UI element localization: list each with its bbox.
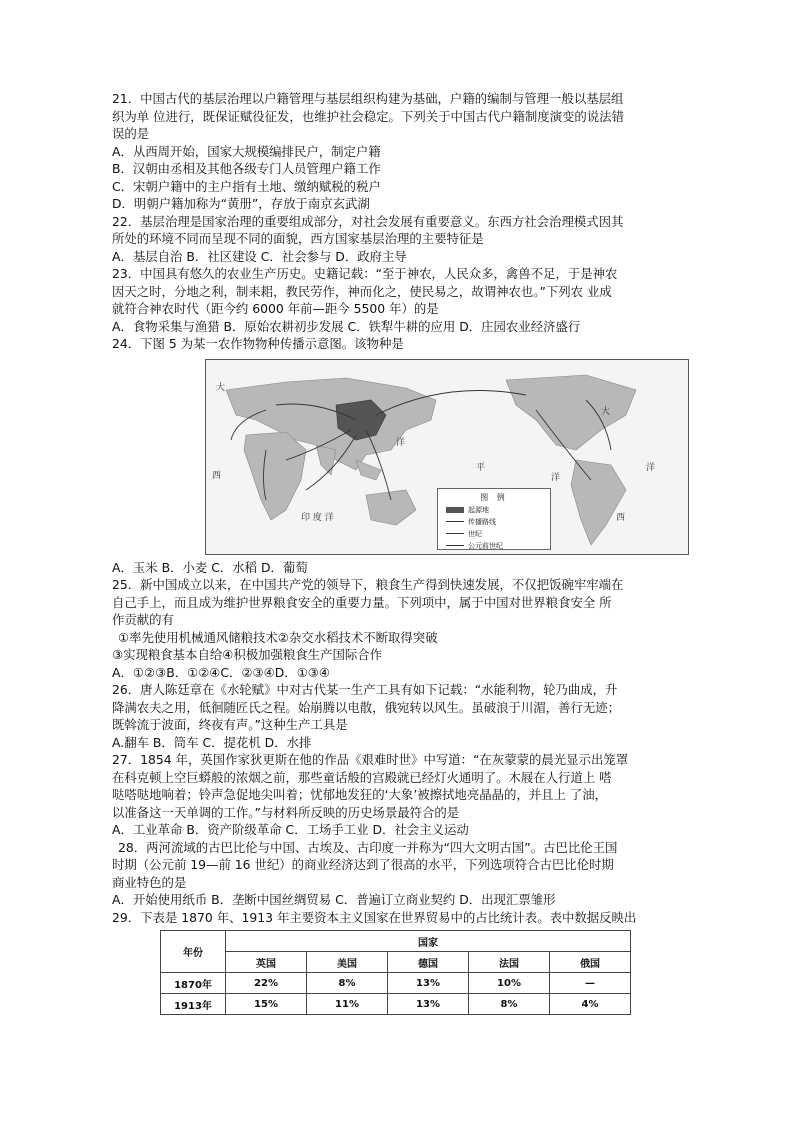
table-country-row bbox=[161, 952, 631, 973]
question-24 bbox=[112, 335, 686, 576]
table-row bbox=[161, 994, 631, 1015]
map-label: 洋 bbox=[396, 437, 406, 448]
legend-item bbox=[446, 517, 550, 527]
q22-options: A．基层自治 B．社区建设 C．社会参与 D．政府主导 bbox=[112, 248, 407, 264]
q25-stem-line: 自己手上，而且成为维护世界粮食安全的重要力量。下列项中，属于中国对世界粮食安全 所 bbox=[112, 594, 612, 610]
q21-stem-line: 21．中国古代的基层治理以户籍管理与基层组织构建为基础，户籍的编制与管理一般以基层组 bbox=[112, 91, 624, 106]
q25-stem-line: 25．新中国成立以来，在中国共产党的领导下，粮食生产得到快速发展，不仅把饭碗牢牢端在 bbox=[112, 577, 624, 592]
table-row bbox=[161, 973, 631, 994]
exam-page bbox=[112, 90, 686, 1015]
q25-stem-line: 作贡献的有 bbox=[112, 612, 174, 627]
q27-options: A．工业革命 B．资产阶级革命 C．工场手工业 D．社会主义运动 bbox=[112, 822, 469, 837]
q23-stem-line: 23．中国具有悠久的农业生产历史。史籍记载：“至于神农，人民众多，禽兽不足，于是神农 bbox=[112, 266, 618, 281]
value-cell: 13% bbox=[388, 973, 469, 994]
map-label: 洋 bbox=[646, 462, 656, 473]
question-28 bbox=[112, 839, 686, 909]
country-header: 法国 bbox=[469, 952, 550, 973]
map-legend bbox=[437, 488, 551, 550]
map-label: 西 bbox=[616, 512, 626, 523]
legend-title: 图 例 bbox=[480, 492, 508, 502]
value-cell: 8% bbox=[469, 994, 550, 1015]
question-27 bbox=[112, 751, 686, 839]
q21-stem-line: 织为单 位进行，既保证赋役征发，也维护社会稳定。下列关于中国古代户籍制度演变的说法错 bbox=[112, 108, 624, 124]
country-header: 俄国 bbox=[550, 952, 631, 973]
q28-stem-line: 时期（公元前 19—前 16 世纪）的商业经济达到了很高的水平，下列选项符合古巴比伦时期 bbox=[112, 857, 614, 872]
q23-stem-line: 就符合神农时代（距今约 6000 年前—距今 5500 年）的是 bbox=[112, 301, 439, 316]
q26-options: A.翻车 B．筒车 C．提花机 D．水排 bbox=[112, 734, 312, 750]
value-cell: 8% bbox=[307, 973, 388, 994]
question-22 bbox=[112, 213, 686, 266]
legend-line bbox=[446, 533, 464, 534]
q22-stem-line: 所处的环境不同而呈现不同的面貌，西方国家基层治理的主要特征是 bbox=[112, 231, 484, 246]
q25-options: A．①②③B．①②④C．②③④D．①③④ bbox=[112, 664, 331, 680]
country-header: 德国 bbox=[388, 952, 469, 973]
trade-share-table bbox=[160, 930, 631, 1015]
q26-stem-line: 降满农夫之用，低徊随匠氏之程。始崩腾以电散，俄宛转以风生。虽破浪于川湄，善行无迹； bbox=[112, 699, 621, 715]
legend-item bbox=[446, 505, 550, 515]
question-23 bbox=[112, 265, 686, 335]
country-header: 美国 bbox=[307, 952, 388, 973]
q21-option-a: A．从西周开始，国家大规模编排民户，制定户籍 bbox=[112, 143, 381, 159]
q21-option-c: C．宋朝户籍中的主户指有土地、缴纳赋税的税户 bbox=[112, 178, 381, 194]
q24-stem: 24．下图 5 为某一农作物物种传播示意图。该物种是 bbox=[112, 336, 404, 351]
map-label: 西 bbox=[212, 470, 222, 481]
legend-line bbox=[446, 521, 464, 522]
legend-text: 世纪 bbox=[468, 529, 482, 538]
q21-stem-line: 误的是 bbox=[112, 126, 150, 141]
value-cell: 10% bbox=[469, 973, 550, 994]
q29-stem: 29．下表是 1870 年、1913 年主要资本主义国家在世界贸易中的占比统计表。表中数据反映出 bbox=[112, 909, 637, 925]
q28-stem-line: 商业特色的是 bbox=[112, 874, 187, 890]
value-cell: 11% bbox=[307, 994, 388, 1015]
legend-text: 起源地 bbox=[468, 505, 489, 514]
year-cell: 1870年 bbox=[161, 973, 226, 994]
question-25 bbox=[112, 576, 686, 681]
legend-item bbox=[446, 529, 550, 539]
q23-stem-line: 因天之时，分地之利，制耒耜，教民劳作，神而化之，使民易之，故谓神农也。”下列农 业成 bbox=[112, 283, 612, 299]
q21-option-b: B．汉朝由丞相及其他各级专门人员管理户籍工作 bbox=[112, 161, 381, 176]
value-cell: 13% bbox=[388, 994, 469, 1015]
q27-stem-line: 以准备这一天单调的工作。”与材料所反映的历史场景最符合的是 bbox=[112, 804, 460, 820]
legend-swatch bbox=[446, 507, 464, 513]
value-cell: 22% bbox=[226, 973, 307, 994]
question-21 bbox=[112, 90, 686, 213]
q21-option-d: D．明朝户籍加称为“黄册”，存放于南京玄武湖 bbox=[112, 196, 370, 211]
legend-item bbox=[446, 541, 550, 551]
q27-stem-line: 哒嗒哒地响着；铃声急促地尖叫着；忧郁地发狂的‘大象’被擦拭地亮晶晶的，并且上 了油， bbox=[112, 787, 608, 802]
question-29 bbox=[112, 909, 686, 1016]
map-label: 大 bbox=[601, 406, 611, 417]
map-label: 印 度 洋 bbox=[301, 512, 334, 523]
q28-stem-line: 28．两河流域的古巴比伦与中国、古埃及、古印度一并称为“四大文明古国”。古巴比伦王国 bbox=[118, 839, 618, 855]
q26-stem-line: 26．唐人陈廷章在《水轮赋》中对古代某一生产工具有如下记载：“水能利物，轮乃曲成，升 bbox=[112, 682, 618, 697]
question-26 bbox=[112, 681, 686, 751]
country-header: 英国 bbox=[226, 952, 307, 973]
q23-options: A．食物采集与渔猎 B．原始农耕初步发展 C．铁犁牛耕的应用 D．庄园农业经济盛行 bbox=[112, 318, 581, 334]
value-cell: 15% bbox=[226, 994, 307, 1015]
table-header-row bbox=[161, 931, 631, 952]
q24-options: A．玉米 B．小麦 C．水稻 D．葡萄 bbox=[112, 559, 308, 575]
map-label: 洋 bbox=[551, 472, 561, 483]
legend-text: 传播路线 bbox=[468, 517, 496, 526]
q25-items: ③实现粮食基本自给④积极加强粮食生产国际合作 bbox=[112, 647, 383, 662]
year-header: 年份 bbox=[161, 931, 226, 973]
map-label: 大 bbox=[216, 382, 226, 393]
year-cell: 1913年 bbox=[161, 994, 226, 1015]
value-cell: — bbox=[550, 973, 631, 994]
q26-stem-line: 既斡流于波面，终夜有声。”这种生产工具是 bbox=[112, 717, 348, 732]
q27-stem-line: 27．1854 年，英国作家狄更斯在他的作品《艰难时世》中写道：“在灰蒙蒙的晨光显示出笼罩 bbox=[112, 752, 629, 767]
crop-spread-map bbox=[205, 359, 689, 555]
q25-items: ①率先使用机械通风储粮技术②杂交水稻技术不断取得突破 bbox=[118, 629, 438, 645]
legend-line bbox=[446, 545, 464, 546]
q28-options: A．开始使用纸币 B．垄断中国丝绸贸易 C．普遍订立商业契约 D．出现汇票雏形 bbox=[112, 892, 556, 907]
q22-stem-line: 22．基层治理是国家治理的重要组成部分，对社会发展有重要意义。东西方社会治理模式因其 bbox=[112, 213, 624, 229]
q27-stem-line: 在科克顿上空巨蟒般的浓烟之前，那些童话般的宫殿就已经灯火通明了。木屐在人行道上 嗒 bbox=[112, 769, 612, 785]
map-label: 平 bbox=[476, 462, 486, 473]
country-group-header: 国家 bbox=[226, 931, 631, 952]
legend-text: 公元前世纪 bbox=[468, 541, 503, 550]
value-cell: 4% bbox=[550, 994, 631, 1015]
